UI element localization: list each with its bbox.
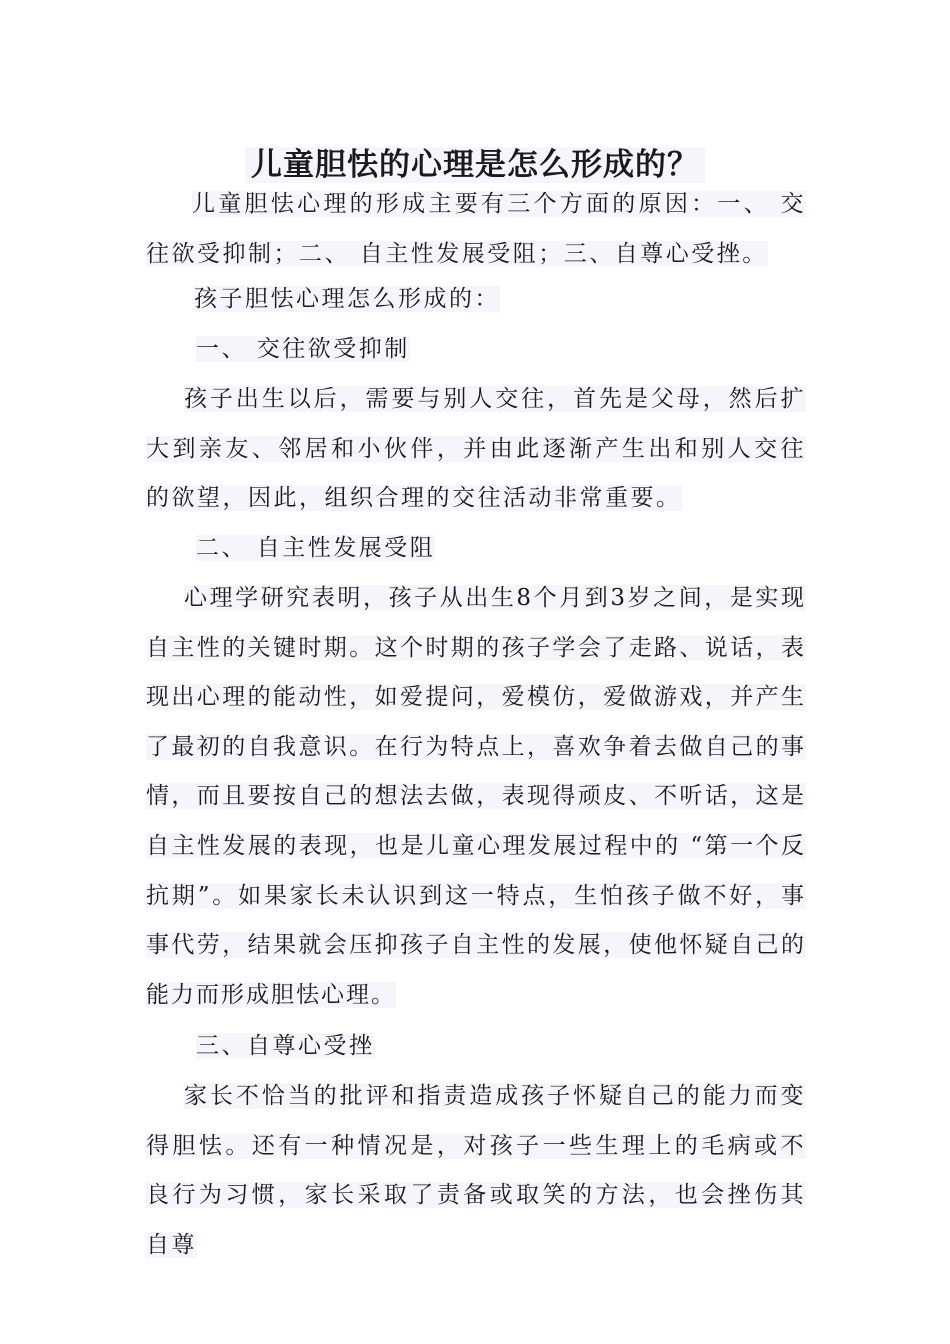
subtitle — [194, 278, 500, 320]
intro-text: 儿童胆怯心理的形成主要有三个方面的原因：一、 交往欲受抑制；二、 自主性发展受阻；三、自尊心受挫。 — [146, 191, 806, 267]
subtitle-text: 孩子胆怯心理怎么形成的： — [194, 286, 500, 312]
section3-heading — [196, 1025, 375, 1067]
section3-heading-text: 三、自尊心受挫 — [196, 1033, 375, 1059]
section1-paragraph — [146, 375, 806, 524]
section1-body-text: 孩子出生以后，需要与别人交往，首先是父母，然后扩大到亲友、邻居和小伙伴，并由此逐渐产生出和别人交往的欲望，因此，组织合理的交往活动非常重要。 — [146, 386, 806, 512]
section3-body-text: 家长不恰当的批评和指责造成孩子怀疑自己的能力而变得胆怯。还有一种情况是，对孩子一些生理上的毛病或不良行为习惯，家长采取了责备或取笑的方法，也会挫伤其自尊 — [146, 1083, 806, 1258]
section1-heading — [196, 328, 410, 370]
section2-heading-text: 二、 自主性发展受阻 — [196, 535, 436, 561]
section2-paragraph — [146, 574, 806, 1020]
intro-paragraph — [146, 180, 806, 279]
section2-body-text: 心理学研究表明，孩子从出生8个月到3岁之间，是实现自主性的关键时期。这个时期的孩子学会了走路、说话，表现出心理的能动性，如爱提问，爱模仿，爱做游戏，并产生了最初的自我意识。在行为特点上，喜欢争着去做自己的事情，而且要按自己的想法去做，表现得顽皮、不听话，这是自主性发展的表现，也是儿童心理发展过程中的 “第一个反抗期”。如果家长未认识到这一特点，生怕孩子做不好，事事代劳，结果就会压抑孩子自主性的发展，使他怀疑自己的能力而形成胆怯心理。 — [146, 585, 806, 1008]
section1-heading-text: 一、 交往欲受抑制 — [196, 336, 410, 362]
document-title-text: 儿童胆怯的心理是怎么形成的？ — [245, 147, 705, 183]
section3-paragraph — [146, 1072, 806, 1270]
section2-heading — [196, 527, 435, 569]
